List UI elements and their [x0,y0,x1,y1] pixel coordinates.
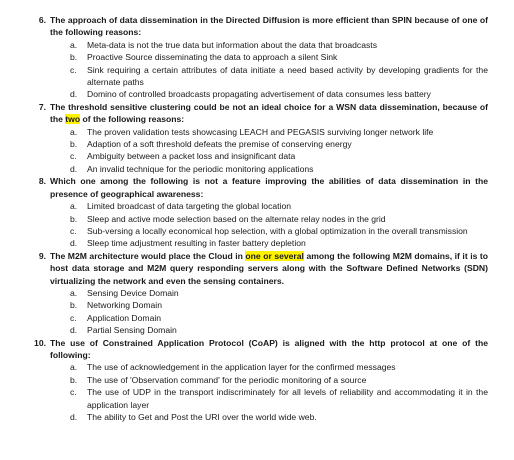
option-text: Sleep time adjustment resulting in faster battery depletion [87,238,306,249]
option-letter: d. [70,238,78,249]
option-text: Sleep and active mode selection based on the alternate relay nodes in the grid [87,213,386,224]
option-letter: c. [70,312,77,323]
option-b [70,299,488,311]
option-list [50,126,488,176]
question-text-start: The M2M architecture would place the Cloud in [50,250,246,261]
option-letter: a. [70,39,78,50]
option-letter: c. [70,64,77,75]
option-letter: d. [70,89,78,100]
option-c [70,386,488,411]
option-a [70,39,488,51]
option-letter: d. [70,163,78,174]
option-text: Adaption of a soft threshold defeats the premise of conserving energy [87,139,352,150]
question-number: 10. [34,337,46,348]
option-a [70,287,488,299]
question-number: 6. [38,15,46,25]
option-text: Meta-data is not the true data but information about the data that broadcasts [87,39,377,50]
option-letter: c. [70,151,77,162]
question-text-end: among the following M2M domains, if it is to host data storage and M2M query responding servers along with the Software Defined Networks (SDN) virtualizing the network and even the sensing containers. [50,250,488,286]
option-d [70,88,488,100]
option-b [70,213,488,225]
question-text-end: of the following reasons: [80,114,185,125]
question-10 [22,337,488,424]
option-c [70,225,488,237]
question-text-start: The threshold sensitive clustering could be not an ideal choice for a WSN data dissemination, because of the [50,101,488,125]
option-c [70,150,488,162]
option-letter: b. [70,300,78,311]
question-7 [22,101,488,175]
option-text: The ability to Get and Post the URI over the world wide web. [87,412,317,422]
option-text: Ambiguity between a packet loss and insignificant data [87,151,296,162]
option-letter: b. [70,374,78,385]
question-9 [22,250,488,337]
option-text: Sub-versing a locally economical hop selection, with a global optimization in the overall transmission [87,225,468,236]
question-text: Which one among the following is not a feature improving the abilities of data dissemination in the presence of geographical awareness: [50,176,488,199]
option-letter: b. [70,52,78,63]
option-text: The proven validation tests showcasing LEACH and PEGASIS surviving longer network life [87,126,434,137]
option-c [70,64,488,89]
option-text: Sensing Device Domain [87,287,179,298]
option-text: The use of acknowledgement in the application layer for the confirmed messages [87,362,396,373]
question-6 [22,14,488,101]
option-list [50,287,488,337]
question-text [50,250,488,287]
option-text: Sink requiring a certain attributes of data initiate a need based activity by developing gradients for the alternate paths [87,64,488,88]
option-b [70,51,488,63]
option-letter: b. [70,213,78,224]
option-text: Networking Domain [87,300,162,311]
option-text: Limited broadcast of data targeting the global location [87,201,291,212]
question-number: 8. [38,176,46,187]
option-a [70,126,488,138]
option-d [70,411,488,423]
option-letter: a. [70,201,78,212]
option-text: Partial Sensing Domain [87,325,177,336]
option-letter: d. [70,412,78,422]
option-text: Application Domain [87,312,162,323]
option-text: The use of UDP in the transport indiscriminately for all levels of reliability and accommodating it in the application layer [87,387,488,410]
option-letter: c. [70,387,77,398]
option-letter: a. [70,126,78,137]
question-text: The use of Constrained Application Protocol (CoAP) is aligned with the http protocol at one of the following: [50,337,488,360]
option-letter: a. [70,287,78,298]
option-b [70,374,488,386]
option-letter: c. [70,225,77,236]
question-text [50,101,488,126]
highlighted-text: two [65,114,81,125]
option-b [70,138,488,150]
option-d [70,324,488,336]
option-c [70,312,488,324]
option-a [70,200,488,212]
option-text: An invalid technique for the periodic monitoring applications [87,163,314,174]
option-text: Domino of controlled broadcasts propagating advertisement of data consumes less battery [87,89,431,100]
option-d [70,237,488,249]
option-letter: b. [70,139,78,150]
option-text: Proactive Source disseminating the data to approach a silent Sink [87,52,338,63]
option-d [70,163,488,175]
option-list [50,361,488,423]
question-text: The approach of data dissemination in the Directed Diffusion is more efficient than SPIN because of one of the following reasons: [50,15,488,38]
question-number: 7. [38,101,46,112]
question-number: 9. [38,250,46,261]
question-8 [22,175,488,249]
option-list [50,200,488,250]
option-letter: d. [70,325,78,336]
highlighted-text: one or several [245,250,304,261]
option-letter: a. [70,362,78,373]
option-a [70,361,488,373]
option-text: The use of 'Observation command' for the periodic monitoring of a source [87,374,367,385]
option-list [50,39,488,101]
